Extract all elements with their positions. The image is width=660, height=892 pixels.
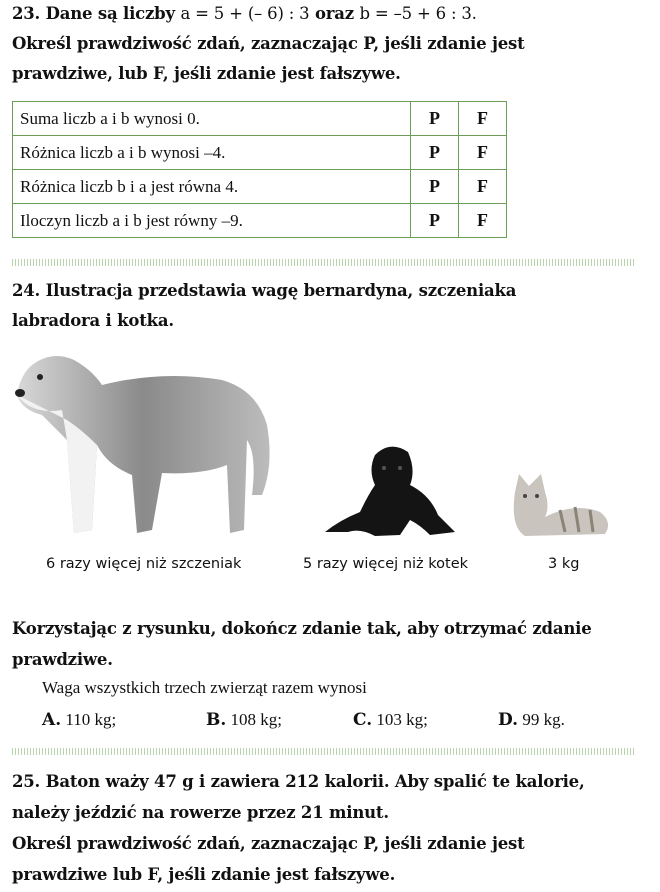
table-row <box>13 204 507 238</box>
option-a[interactable]: A. 110 kg; <box>42 710 117 730</box>
task24-stem: Waga wszystkich trzech zwierząt razem wynosi <box>42 678 367 697</box>
option-b[interactable]: B. 108 kg; <box>206 710 283 730</box>
statement: Różnica liczb a i b wynosi –4. <box>13 136 411 170</box>
task24-title-2: labradora i kotka. <box>12 311 174 330</box>
false-option[interactable]: F <box>459 102 507 136</box>
true-option[interactable]: P <box>411 102 459 136</box>
labrador-puppy-image <box>320 440 465 540</box>
section-divider <box>12 259 634 266</box>
task23-instruction-1: Określ prawdziwość zdań, zaznaczając P, jeśli zdanie jest <box>12 34 525 53</box>
task25-line-3: Określ prawdziwość zdań, zaznaczając P, jeśli zdanie jest <box>12 834 525 853</box>
dog-caption: 6 razy więcej niż szczeniak <box>46 556 242 572</box>
true-false-table <box>12 101 507 238</box>
statement: Różnica liczb b i a jest równa 4. <box>13 170 411 204</box>
table-row <box>13 136 507 170</box>
task23-header: 23. Dane są liczby a = 5 + (– 6) : 3 oraz b = –5 + 6 : 3. <box>12 4 477 23</box>
true-option[interactable]: P <box>411 136 459 170</box>
option-d[interactable]: D. 99 kg. <box>498 710 565 730</box>
false-option[interactable]: F <box>459 136 507 170</box>
task24-title-1: 24. Ilustracja przedstawia wagę bernardyna, szczeniaka <box>12 281 517 300</box>
expression-a: a = 5 + (– 6) : 3 <box>180 4 310 23</box>
option-c[interactable]: C. 103 kg; <box>353 710 428 730</box>
task25-line-2: należy jeździć na rowerze przez 21 minut. <box>12 803 389 822</box>
table-row <box>13 102 507 136</box>
kitten-caption: 3 kg <box>548 556 580 572</box>
expression-b: b = –5 + 6 : 3. <box>359 4 477 23</box>
task23-instruction-2: prawdziwe, lub F, jeśli zdanie jest fałszywe. <box>12 64 401 83</box>
table-row <box>13 170 507 204</box>
task24-question-2: prawdziwe. <box>12 650 113 669</box>
section-divider <box>12 748 634 755</box>
task24-question-1: Korzystając z rysunku, dokończ zdanie tak, aby otrzymać zdanie <box>12 619 592 638</box>
puppy-caption: 5 razy więcej niż kotek <box>303 556 469 572</box>
false-option[interactable]: F <box>459 170 507 204</box>
task25-line-1: 25. Baton waży 47 g i zawiera 212 kalorii. Aby spalić te kalorie, <box>12 772 585 791</box>
kitten-image <box>505 462 615 542</box>
task25-line-4: prawdziwe lub F, jeśli zdanie jest fałszywe. <box>12 865 396 884</box>
st-bernard-image <box>12 345 282 540</box>
false-option[interactable]: F <box>459 204 507 238</box>
statement: Iloczyn liczb a i b jest równy –9. <box>13 204 411 238</box>
statement: Suma liczb a i b wynosi 0. <box>13 102 411 136</box>
true-option[interactable]: P <box>411 204 459 238</box>
true-option[interactable]: P <box>411 170 459 204</box>
